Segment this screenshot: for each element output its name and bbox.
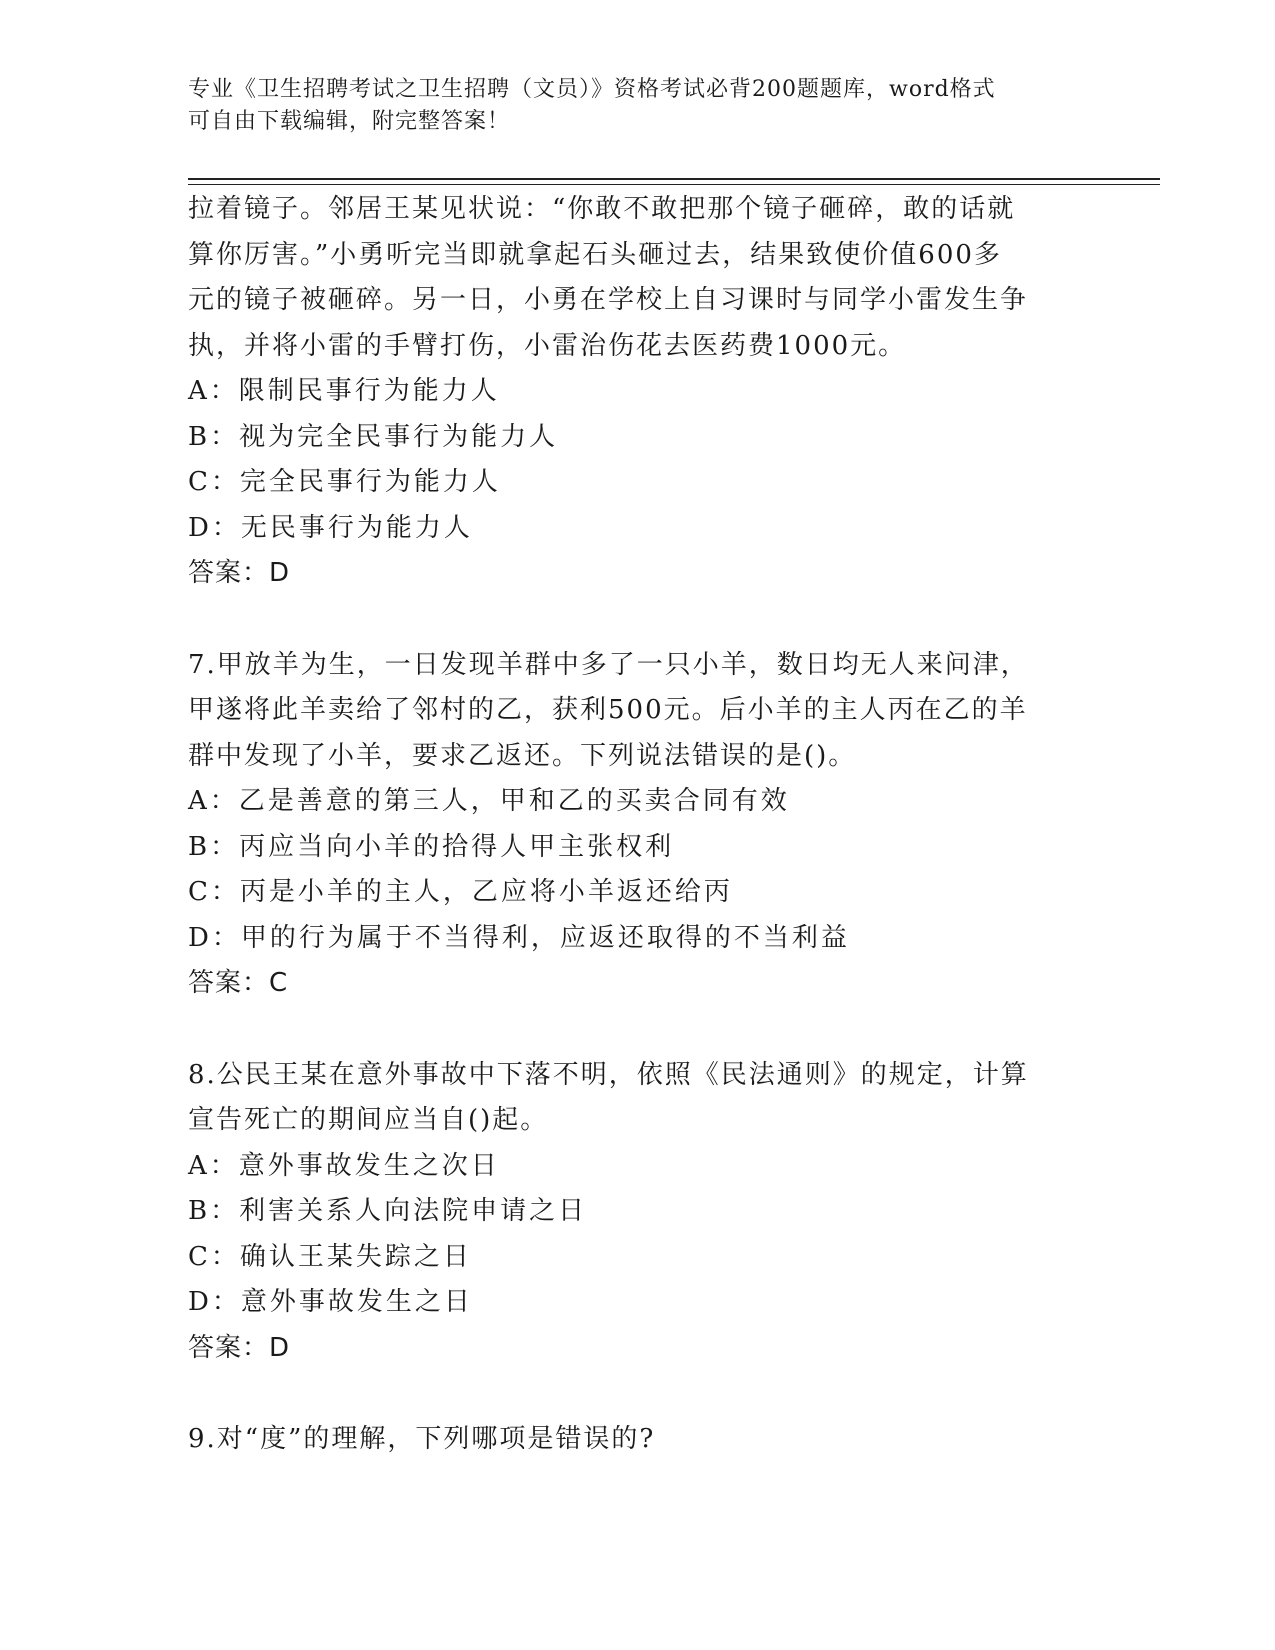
question-text-line: 宣告死亡的期间应当自()起。 [188, 1105, 549, 1135]
header-divider-thick [188, 178, 1160, 180]
question-text-line: 9.对“度”的理解，下列哪项是错误的? [188, 1424, 656, 1454]
question-text-line: 拉着镜子。邻居王某见状说：“你敢不敢把那个镜子砸碎，敢的话就 [188, 194, 1016, 224]
option-c: C：完全民事行为能力人 [188, 467, 501, 497]
question-text-line: 群中发现了小羊，要求乙返还。下列说法错误的是()。 [188, 740, 857, 771]
question-text-line: 元的镜子被砸碎。另一日，小勇在学校上自习课时与同学小雷发生争 [188, 285, 1029, 315]
option-b: B：利害关系人向法院申请之日 [188, 1196, 588, 1226]
question-7 [188, 643, 1068, 1007]
option-a: A：限制民事行为能力人 [188, 376, 500, 406]
question-8 [188, 1053, 1068, 1372]
document-body [188, 187, 1068, 1463]
option-a: A：意外事故发生之次日 [188, 1150, 500, 1181]
option-d: D：意外事故发生之日 [188, 1287, 473, 1317]
option-b: B：丙应当向小羊的拾得人甲主张权利 [188, 831, 675, 862]
answer-line: 答案：C [188, 968, 289, 998]
question-text-line: 7.甲放羊为生，一日发现羊群中多了一只小羊，数日均无人来问津， [188, 649, 1029, 680]
question-text-line: 算你厉害。”小勇听完当即就拿起石头砸过去，结果致使价值600多 [188, 239, 1002, 270]
header-divider-thin [188, 184, 1160, 185]
document-header [188, 74, 1088, 138]
option-d: D：甲的行为属于不当得利，应返还取得的不当利益 [188, 922, 850, 953]
option-c: C：丙是小羊的主人，乙应将小羊返还给丙 [188, 877, 733, 907]
question-text-line: 执，并将小雷的手臂打伤，小雷治伤花去医药费1000元。 [188, 330, 907, 361]
question-9 [188, 1417, 1068, 1463]
option-c: C：确认王某失踪之日 [188, 1241, 472, 1272]
answer-line: 答案：D [188, 1332, 291, 1363]
answer-line: 答案：D [188, 558, 291, 588]
header-title-line-2: 可自由下载编辑，附完整答案！ [188, 109, 511, 134]
question-text-line: 甲遂将此羊卖给了邻村的乙，获利500元。后小羊的主人丙在乙的羊 [188, 695, 1028, 725]
option-b: B：视为完全民事行为能力人 [188, 421, 559, 452]
question-6-continued [188, 187, 1068, 597]
option-a: A：乙是善意的第三人，甲和乙的买卖合同有效 [188, 786, 790, 816]
option-d: D：无民事行为能力人 [188, 512, 473, 543]
header-title-line-1: 专业《卫生招聘考试之卫生招聘（文员）》资格考试必背200题题库，word格式 [188, 77, 996, 102]
question-text-line: 8.公民王某在意外事故中下落不明，依照《民法通则》的规定，计算 [188, 1059, 1029, 1090]
